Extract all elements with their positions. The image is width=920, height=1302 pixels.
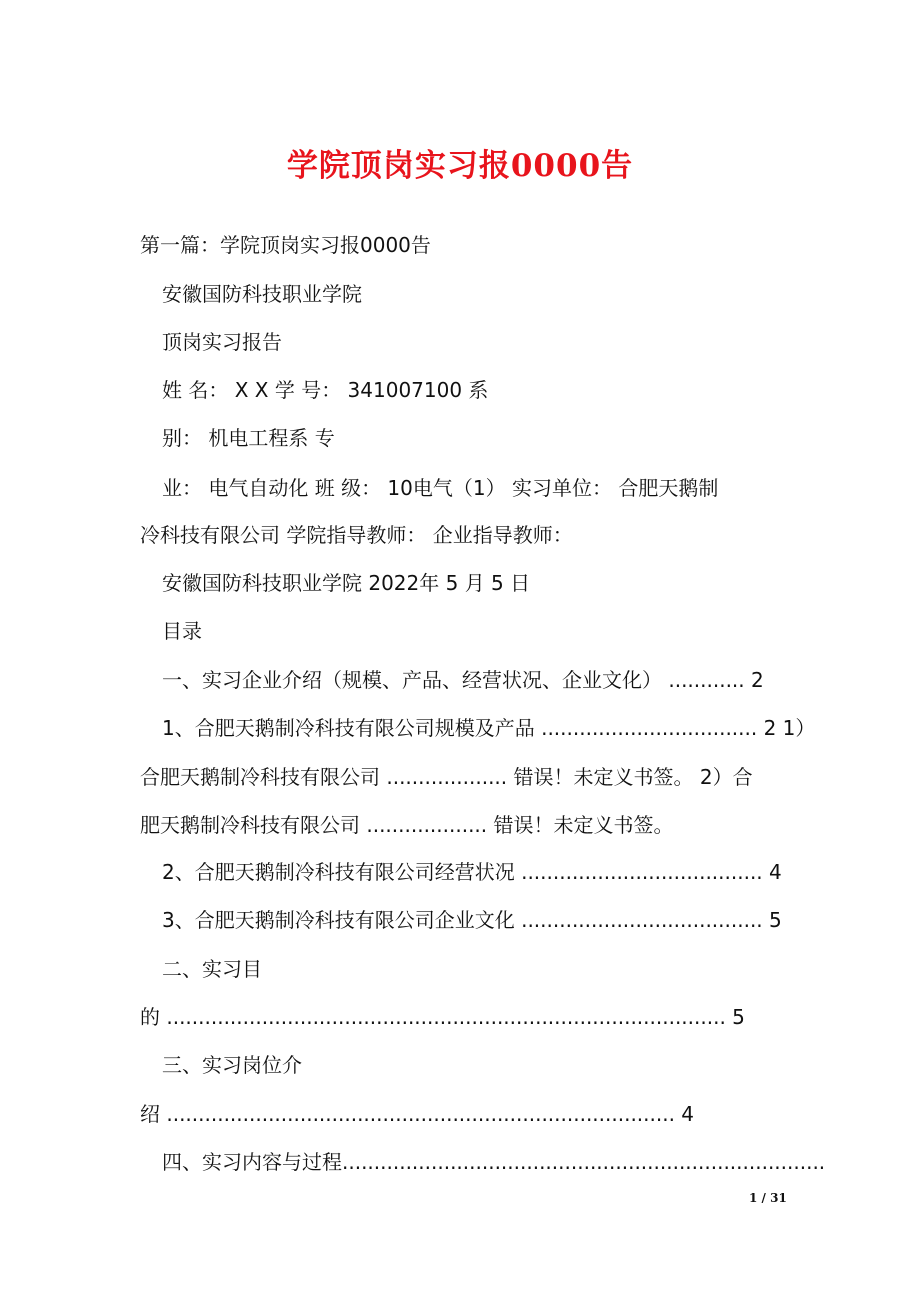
text-line: 安徽国防科技职业学院 [162, 282, 362, 306]
page-number: 1 / 31 [749, 1191, 787, 1205]
toc-entry: 1、合肥天鹅制冷科技有限公司规模及产品 .................................. 2 1） [162, 716, 816, 740]
text-line: 冷科技有限公司 学院指导教师： 企业指导教师： [140, 523, 573, 547]
toc-entry: 一、实习企业介绍（规模、产品、经营状况、企业文化） ............ 2 [162, 668, 764, 692]
document-title: 学院顶岗实习报0000告 [286, 148, 634, 184]
toc-entry: 合肥天鹅制冷科技有限公司 ................... 错误！未定义书签。 2）合 [140, 765, 753, 789]
text-line: 业： 电气自动化 班 级： 10电气（1） 实习单位： 合肥天鹅制 [162, 476, 719, 500]
toc-entry: 三、实习岗位介 [162, 1053, 302, 1077]
text-line: 别： 机电工程系 专 [162, 426, 335, 450]
text-line: 第一篇：学院顶岗实习报0000告 [140, 233, 431, 257]
toc-heading: 目录 [162, 619, 202, 643]
toc-entry: 的 ........................................................................................ 5 [140, 1005, 745, 1029]
toc-entry: 绍 ................................................................................ 4 [140, 1102, 695, 1126]
text-line: 顶岗实习报告 [162, 330, 282, 354]
toc-entry: 肥天鹅制冷科技有限公司 ................... 错误！未定义书签。 [140, 813, 674, 837]
text-line: 安徽国防科技职业学院 2022年 5 月 5 日 [162, 571, 531, 595]
toc-entry: 二、实习目 [162, 957, 262, 981]
toc-entry: 3、合肥天鹅制冷科技有限公司企业文化 ...................................... 5 [162, 908, 782, 932]
text-line: 姓 名： X X 学 号： 341007100 系 [162, 378, 489, 402]
toc-entry: 2、合肥天鹅制冷科技有限公司经营状况 ...................................... 4 [162, 860, 782, 884]
toc-entry: 四、实习内容与过程............................................................................ [162, 1150, 826, 1174]
